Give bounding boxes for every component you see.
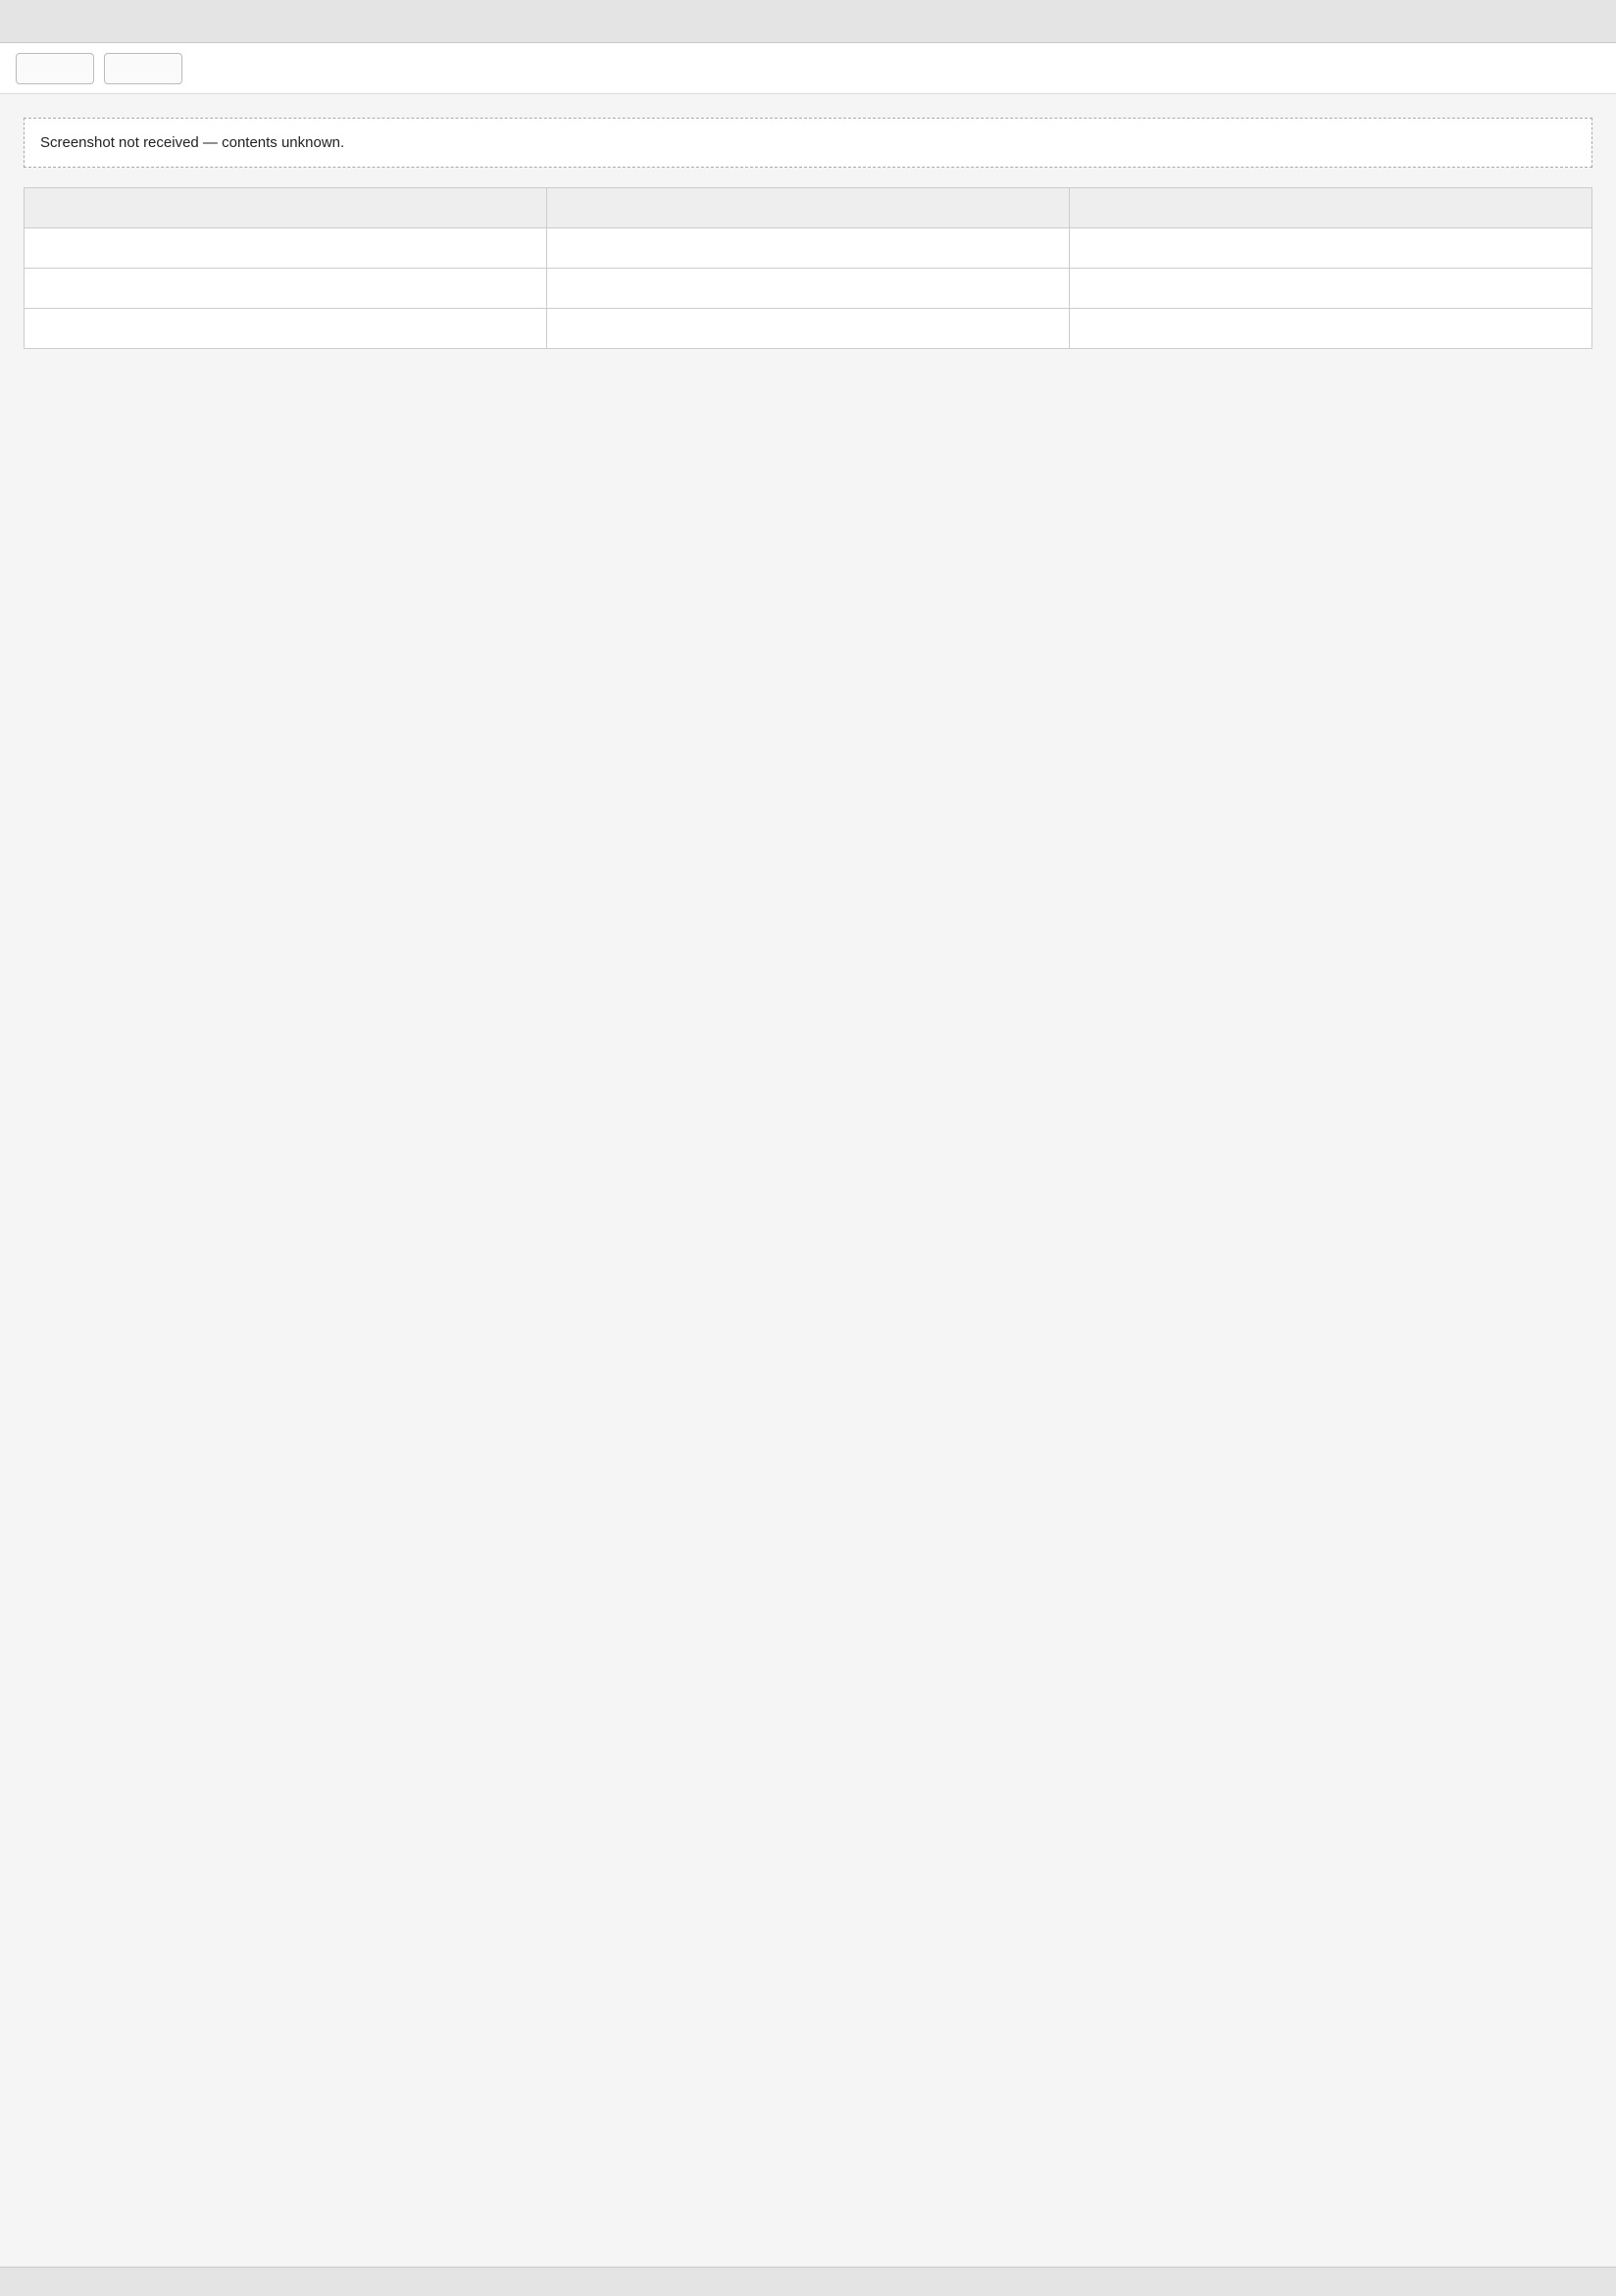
data-table xyxy=(24,187,1592,349)
toolbar xyxy=(0,43,1616,94)
table-row[interactable] xyxy=(25,228,1592,269)
table-header-row xyxy=(25,188,1592,228)
column-header xyxy=(547,188,1070,228)
status-bar xyxy=(0,2267,1616,2296)
main-content xyxy=(0,94,1616,2267)
table-cell xyxy=(547,269,1070,309)
column-header xyxy=(1070,188,1592,228)
table-cell xyxy=(25,269,547,309)
table-cell xyxy=(1070,309,1592,349)
title-bar xyxy=(0,0,1616,43)
table-cell xyxy=(547,228,1070,269)
column-header xyxy=(25,188,547,228)
table-cell xyxy=(547,309,1070,349)
table-row[interactable] xyxy=(25,309,1592,349)
table-cell xyxy=(25,228,547,269)
toolbar-button-1[interactable] xyxy=(16,53,94,84)
placeholder-notice: Screenshot not received — contents unknown. xyxy=(24,118,1592,168)
table-cell xyxy=(25,309,547,349)
table-cell xyxy=(1070,228,1592,269)
table-row[interactable] xyxy=(25,269,1592,309)
toolbar-button-2[interactable] xyxy=(104,53,182,84)
table-cell xyxy=(1070,269,1592,309)
